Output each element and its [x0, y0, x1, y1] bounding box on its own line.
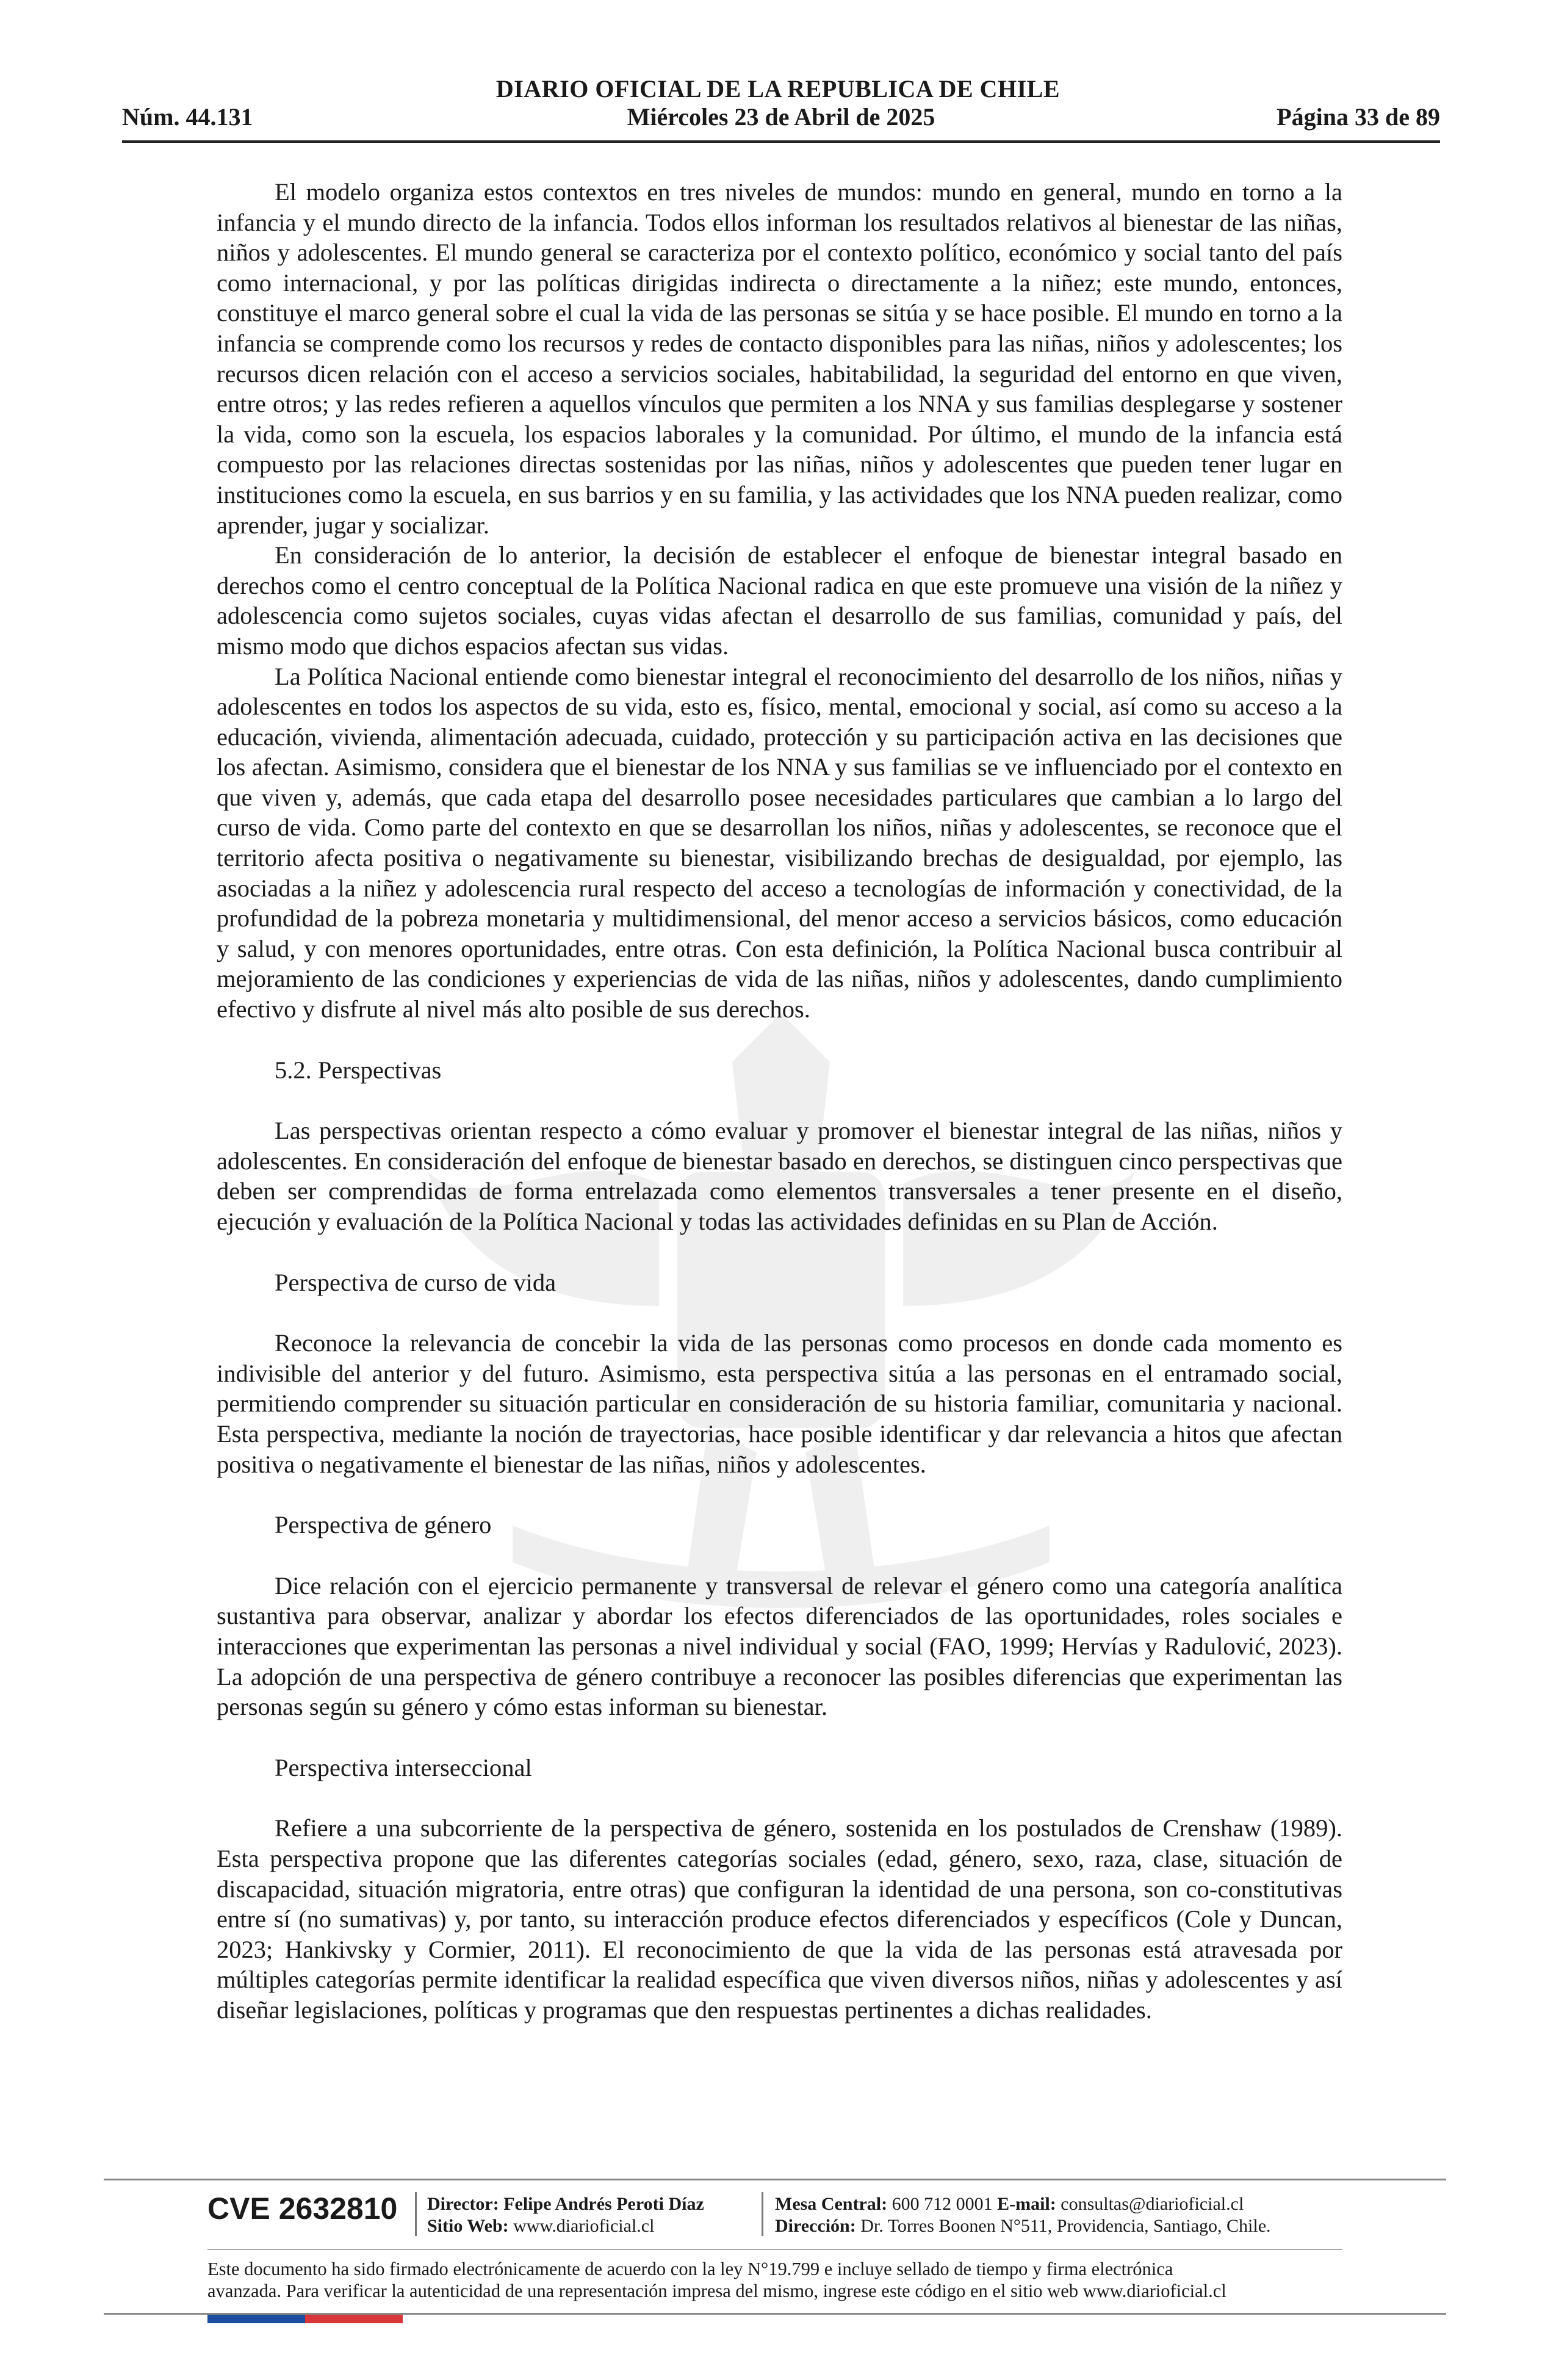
director-name: Felipe Andrés Peroti Díaz [503, 2194, 704, 2214]
issue-number: Núm. 44.131 [122, 103, 253, 131]
paragraph: Dice relación con el ejercicio permanente y transversal de relevar el género como una categoría analítica sustantiva para observar, analizar y abordar los efectos diferenciados de las oportunidades, roles sociales e interacciones que experimentan las personas a nivel individual y social (FAO, 1999; Hervías y Radulović, 2023). La adopción de una perspectiva de género contribuye a reconocer las posibles diferencias que experimentan las personas según su género y cómo estas informan su bienestar. [217, 1571, 1342, 1721]
paragraph: Las perspectivas orientan respecto a cómo evaluar y promover el bienestar integral de las niñas, niños y adolescentes. En consideración del enfoque de bienestar basado en derechos, se distinguen cinco perspectivas que deben ser comprendidas de forma entrelazada como elementos transversales a tener presente en el diseño, ejecución y evaluación de la Política Nacional y todas las actividades definidas en su Plan de Acción. [217, 1117, 1342, 1235]
flag-stripe-red [305, 2315, 403, 2323]
newspaper-title: DIARIO OFICIAL DE LA REPUBLICA DE CHILE [495, 75, 1061, 103]
paragraph: En consideración de lo anterior, la decisión de establecer el enfoque de bienestar integral basado en derechos como el centro conceptual de la Política Nacional radica en que este promueve una visión de la niñez y adolescencia como sujetos sociales, cuyas vidas afectan el desarrollo de sus familias, comunidad y país, del mismo modo que dichos espacios afectan sus vidas. [217, 541, 1342, 660]
footer-divider-mid [207, 2249, 1342, 2250]
legal-notice: Este documento ha sido firmado electrónicamente de acuerdo con la ley N°19.799 e incluye sellado de tiempo y firma electrónica avanzada. Para verificar la autenticidad de una representación impresa del mismo, ingrese este código en el sitio web www.diarioficial.cl [207, 2259, 1226, 2301]
subheading-interseccional: Perspectiva interseccional [275, 1753, 532, 1781]
article-body [217, 177, 1342, 2025]
footer-divider-top [104, 2179, 1446, 2180]
flag-stripe-blue [207, 2315, 305, 2323]
paragraph: Reconoce la relevancia de concebir la vida de las personas como procesos en donde cada momento es indivisible del anterior y del futuro. Asimismo, esta perspectiva sitúa a las personas en el entramado social, permitiendo comprender su situación particular en consideración de su historia familiar, comunitaria y nacional. Esta perspectiva, mediante la noción de trayectorias, hace posible identificar y dar relevancia a hitos que afectan positiva o negativamente el bienestar de las niñas, niños y adolescentes. [217, 1329, 1342, 1478]
section-heading-perspectivas: 5.2. Perspectivas [275, 1056, 442, 1084]
header-row [122, 103, 1440, 134]
issue-date: Miércoles 23 de Abril de 2025 [627, 103, 935, 131]
footer-separator [415, 2192, 417, 2236]
footer-director-block: Director: Felipe Andrés Peroti Díaz Sitio Web: www.diarioficial.cl [427, 2194, 704, 2236]
footer-separator [762, 2192, 763, 2236]
paragraph: Refiere a una subcorriente de la perspectiva de género, sostenida en los postulados de Crenshaw (1989). Esta perspectiva propone que las diferentes categorías sociales (edad, género, sexo, raza, clase, situación de discapacidad, situación migratoria, entre otras) que configuran la identidad de una persona, son co-constitutivas entre sí (no sumativas) y, por tanto, su interacción produce efectos diferenciados y específicos (Cole y Duncan, 2023; Hankivsky y Cormier, 2011). El reconocimiento de que la vida de las personas está atravesada por múltiples categorías permite identificar la realidad específica que viven diversos niños, niñas y adolescentes y así diseñar legislaciones, políticas y programas que den respuestas pertinentes a dichas realidades. [217, 1814, 1342, 2024]
footer-contact-block: Mesa Central: 600 712 0001 E-mail: consultas@diarioficial.cl Dirección: Dr. Torres Boonen N°511, Providencia, Santiago, Chile. [775, 2194, 1271, 2236]
paragraph: El modelo organiza estos contextos en tres niveles de mundos: mundo en general, mundo en torno a la infancia y el mundo directo de la infancia. Todos ellos informan los resultados relativos al bienestar de las niñas, niños y adolescentes. El mundo general se caracteriza por el contexto político, económico y social tanto del país como internacional, y por las políticas dirigidas indirecta o directamente a la niñez; este mundo, entonces, constituye el marco general sobre el cual la vida de las personas se sitúa y se hace posible. El mundo en torno a la infancia se comprende como los recursos y redes de contacto disponibles para las niñas, niños y adolescentes; los recursos dicen relación con el acceso a servicios sociales, habitabilidad, la seguridad del entorno en que viven, entre otros; y las redes refieren a aquellos vínculos que permiten a los NNA y sus familias desplegarse y sostener la vida, como son la escuela, los espacios laborales y la comunidad. Por último, el mundo de la infancia está compuesto por las relaciones directas sostenidas por las niñas, niños y adolescentes que pueden tener lugar en instituciones como la escuela, en sus barrios y en su familia, y las actividades que los NNA pueden realizar, como aprender, jugar y socializar. [217, 178, 1342, 539]
email-link[interactable]: consultas@diarioficial.cl [1061, 2194, 1244, 2214]
subheading-curso-de-vida: Perspectiva de curso de vida [275, 1268, 556, 1296]
header-divider [122, 140, 1440, 143]
phone-number: 600 712 0001 [891, 2194, 993, 2214]
cve-code: CVE 2632810 [207, 2191, 398, 2226]
website-link[interactable]: www.diarioficial.cl [513, 2216, 655, 2236]
page-number: Página 33 de 89 [1277, 103, 1440, 131]
address: Dr. Torres Boonen N°511, Providencia, Santiago, Chile. [860, 2216, 1271, 2236]
paragraph: La Política Nacional entiende como bienestar integral el reconocimiento del desarrollo de los niños, niñas y adolescentes en todos los aspectos de su vida, esto es, físico, mental, emocional y social, así como su acceso a la educación, vivienda, alimentación adecuada, cuidado, protección y su participación activa en las decisiones que los afectan. Asimismo, considera que el bienestar de los NNA y sus familias se ve influenciado por el contexto en que viven y, además, que cada etapa del desarrollo posee necesidades particulares que cambian a lo largo del curso de vida. Como parte del contexto en que se desarrollan los niños, niñas y adolescentes, se reconoce que el territorio afecta positiva o negativamente su bienestar, visibilizando brechas de desigualdad, por ejemplo, las asociadas a la niñez y adolescencia rural respecto del acceso a tecnologías de información y conectividad, de la profundidad de la pobreza monetaria y multidimensional, del menor acceso a servicios básicos, como educación y salud, y con menores oportunidades, entre otras. Con esta definición, la Política Nacional busca contribuir al mejoramiento de las condiciones y experiencias de vida de las niñas, niños y adolescentes, dando cumplimiento efectivo y disfrute al nivel más alto posible de sus derechos. [217, 662, 1342, 1023]
subheading-genero: Perspectiva de género [275, 1511, 492, 1539]
